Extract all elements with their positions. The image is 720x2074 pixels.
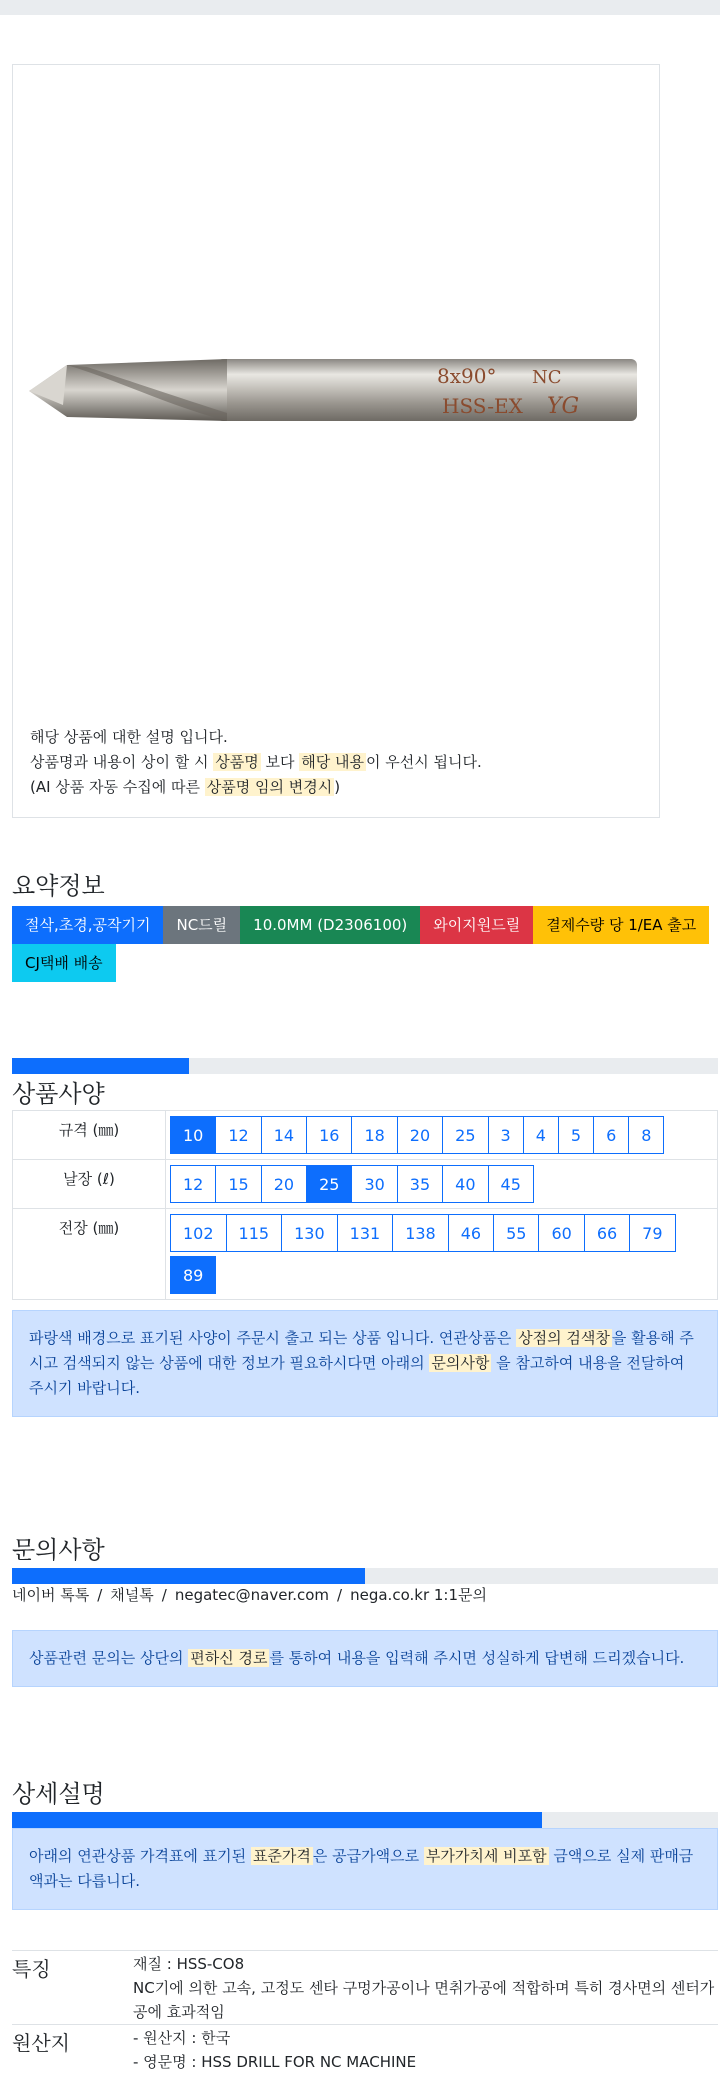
spec-label: 규격 (㎜) <box>13 1111 166 1160</box>
feature-key: 특징 <box>12 1957 51 1981</box>
spec-option-button[interactable]: 66 <box>584 1214 630 1252</box>
origin-row <box>12 2024 718 2074</box>
spec-option-button[interactable]: 18 <box>351 1116 397 1154</box>
spec-option-button[interactable]: 45 <box>488 1165 534 1203</box>
contact-link[interactable]: negatec@naver.com <box>174 1586 330 1604</box>
contact-separator: / <box>337 1586 343 1604</box>
spec-option-button[interactable]: 3 <box>488 1116 524 1154</box>
summary-badge: CJ택배 배송 <box>12 944 116 982</box>
contact-link[interactable]: nega.co.kr 1:1문의 <box>350 1586 487 1604</box>
spec-option-button[interactable]: 10 <box>170 1116 216 1154</box>
spec-options <box>166 1209 718 1300</box>
summary-badges <box>12 906 712 982</box>
spec-option-button[interactable]: 35 <box>397 1165 443 1203</box>
inquiry-progress <box>12 1568 718 1584</box>
contact-separator: / <box>161 1586 167 1604</box>
detail-alert: 아래의 연관상품 가격표에 표기된 표준가격 은 공급가액으로 부가가치세 비포함 금액으로 실제 판매금액과는 다릅니다. <box>12 1828 718 1910</box>
spec-options <box>166 1160 718 1209</box>
contact-link[interactable]: 채널톡 <box>110 1586 154 1604</box>
spec-progress <box>12 1058 718 1074</box>
drill-marking-bottom: HSS-EX <box>442 394 523 418</box>
spec-option-button[interactable]: 14 <box>261 1116 307 1154</box>
summary-title: 요약정보 <box>12 872 105 900</box>
summary-badge: 와이지원드릴 <box>420 906 533 944</box>
spec-option-button[interactable]: 30 <box>351 1165 397 1203</box>
spec-option-button[interactable]: 79 <box>629 1214 675 1252</box>
spec-option-button[interactable]: 55 <box>493 1214 539 1252</box>
spec-option-button[interactable]: 15 <box>215 1165 261 1203</box>
notice-line-3: (AI 상품 자동 수집에 따른 상품명 임의 변경시 ) <box>30 778 341 796</box>
spec-option-button[interactable]: 8 <box>628 1116 664 1154</box>
spec-table <box>12 1110 718 1300</box>
spec-option-button[interactable]: 130 <box>281 1214 338 1252</box>
detail-title: 상세설명 <box>12 1780 105 1808</box>
spec-row <box>13 1209 718 1300</box>
spec-option-button[interactable]: 60 <box>538 1214 584 1252</box>
spec-option-button[interactable]: 46 <box>448 1214 494 1252</box>
origin-key: 원산지 <box>12 2031 70 2055</box>
spec-label: 날장 (ℓ) <box>13 1160 166 1209</box>
spec-option-button[interactable]: 25 <box>306 1165 352 1203</box>
product-image-box <box>12 64 660 818</box>
feature-row <box>12 1950 718 2024</box>
drill-marking-top: 8x90° <box>437 364 497 388</box>
spec-option-button[interactable]: 4 <box>523 1116 559 1154</box>
notice-line-2: 상품명과 내용이 상이 할 시 상품명 보다 해당 내용 이 우선시 됩니다. <box>30 753 482 771</box>
spec-option-button[interactable]: 12 <box>215 1116 261 1154</box>
spec-option-button[interactable]: 102 <box>170 1214 227 1252</box>
summary-badge: NC드릴 <box>163 906 240 944</box>
spec-title: 상품사양 <box>12 1080 105 1108</box>
top-bar <box>0 0 720 15</box>
spec-option-button[interactable]: 6 <box>593 1116 629 1154</box>
spec-option-button[interactable]: 16 <box>306 1116 352 1154</box>
origin-value: - 원산지 : 한국 <box>133 2029 231 2047</box>
detail-progress <box>12 1812 718 1828</box>
spec-alert: 파랑색 배경으로 표기된 사양이 주문시 출고 되는 상품 입니다. 연관상품은 상점의 검색창 을 활용해 주시고 검색되지 않는 상품에 대한 정보가 필요하시다면 아래의 문의사항 을 참고하여 내용을 전달하여 주시기 바랍니다. <box>12 1310 718 1417</box>
spec-option-button[interactable]: 20 <box>397 1116 443 1154</box>
spec-option-button[interactable]: 115 <box>226 1214 283 1252</box>
drill-logo: YG <box>547 394 580 419</box>
inquiry-alert: 상품관련 문의는 상단의 편하신 경로 를 통하여 내용을 입력해 주시면 성실하게 답변해 드리겠습니다. <box>12 1630 718 1687</box>
spec-option-button[interactable]: 12 <box>170 1165 216 1203</box>
origin-value: - 영문명 : HSS DRILL FOR NC MACHINE <box>133 2053 417 2071</box>
summary-badge: 결제수량 당 1/EA 출고 <box>533 906 709 944</box>
product-notice <box>30 725 482 800</box>
summary-badge: 10.0MM (D2306100) <box>240 906 420 944</box>
contact-separator: / <box>97 1586 103 1604</box>
spec-option-button[interactable]: 40 <box>442 1165 488 1203</box>
spec-option-button[interactable]: 131 <box>337 1214 394 1252</box>
product-image <box>27 335 651 445</box>
spec-row <box>13 1160 718 1209</box>
contact-links <box>12 1584 487 1605</box>
spec-option-button[interactable]: 25 <box>442 1116 488 1154</box>
spec-option-button[interactable]: 20 <box>261 1165 307 1203</box>
spec-option-button[interactable]: 89 <box>170 1256 216 1294</box>
feature-value: 재질 : HSS-CO8 <box>133 1955 245 1973</box>
spec-options <box>166 1111 718 1160</box>
drill-marking-nc: NC <box>532 367 562 388</box>
spec-option-button[interactable]: 5 <box>558 1116 594 1154</box>
contact-link[interactable]: 네이버 톡톡 <box>12 1586 90 1604</box>
feature-value: NC기에 의한 고속, 고정도 센타 구멍가공이나 면취가공에 적합하며 특히 경사면의 센터가공에 효과적임 <box>133 1979 715 2021</box>
inquiry-title: 문의사항 <box>12 1536 105 1564</box>
spec-option-button[interactable]: 138 <box>392 1214 449 1252</box>
notice-line-1: 해당 상품에 대한 설명 입니다. <box>30 728 228 746</box>
spec-label: 전장 (㎜) <box>13 1209 166 1300</box>
spec-row <box>13 1111 718 1160</box>
summary-badge: 절삭,초경,공작기기 <box>12 906 163 944</box>
